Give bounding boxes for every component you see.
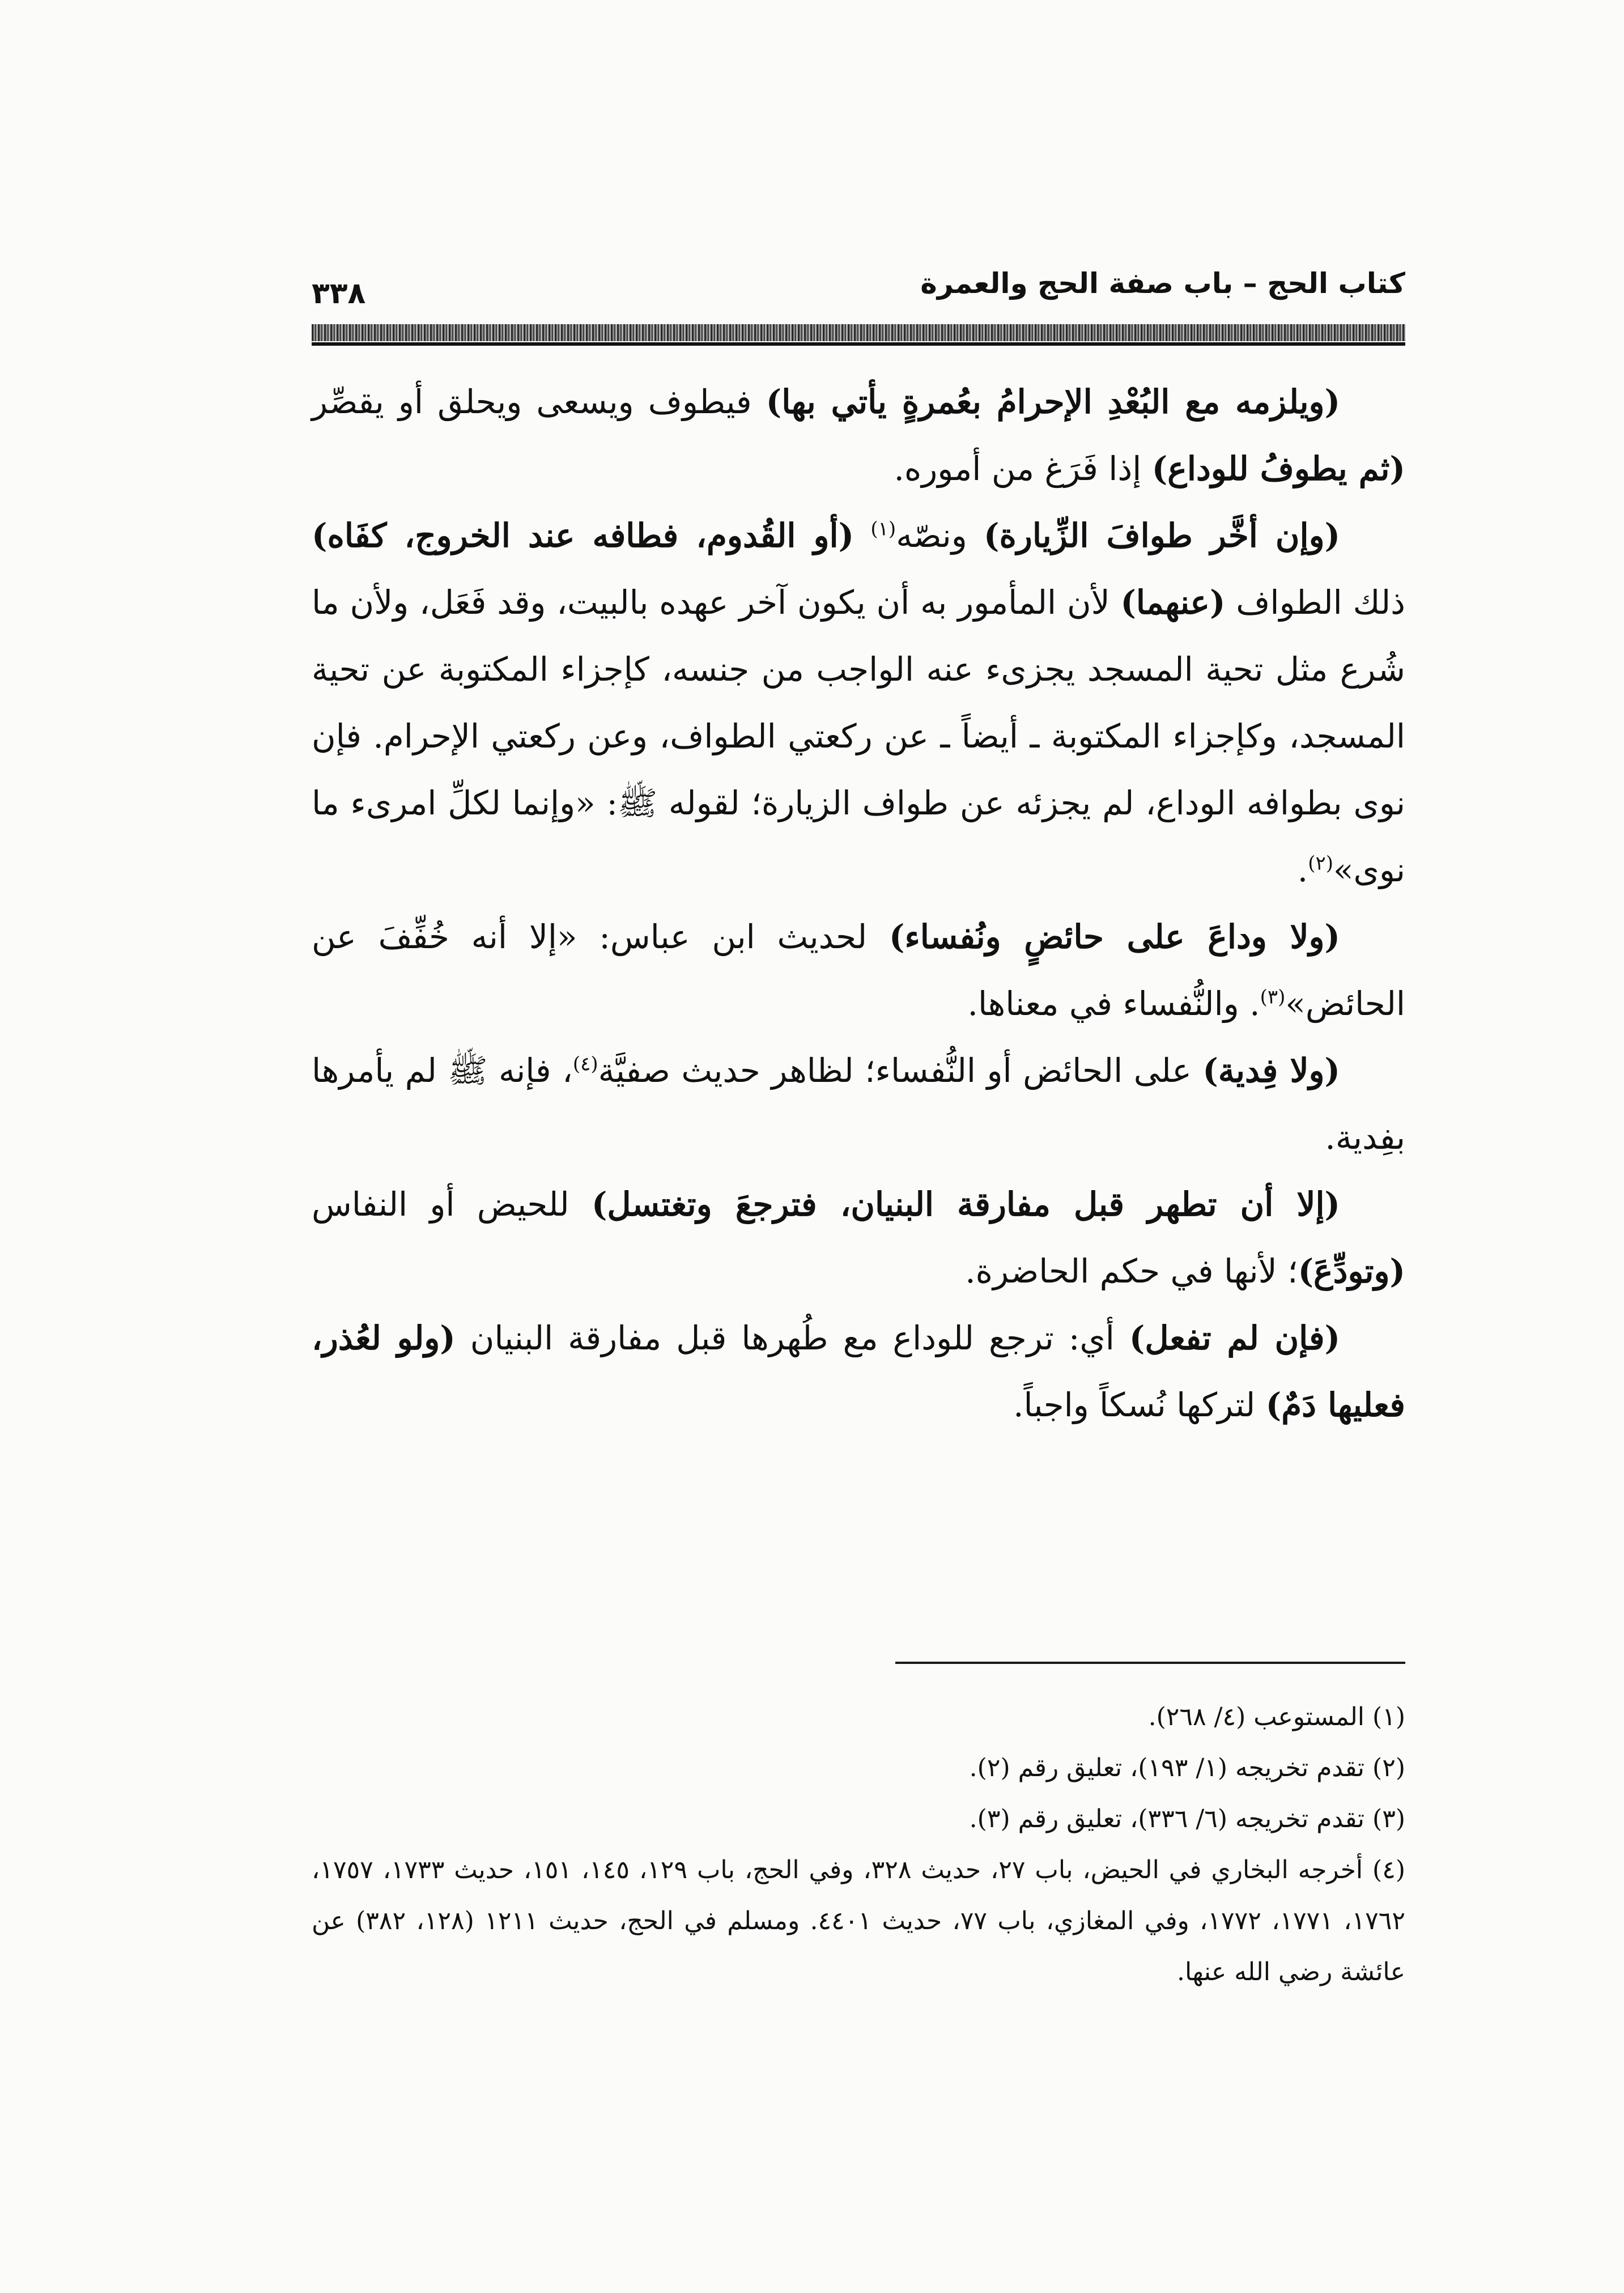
paragraph-4 [312,1037,1405,1171]
matn-text: (ولو لعُذر، فعليها دَمٌ) [312,1319,1405,1424]
footnote-ref[interactable]: (١) [870,517,896,541]
footnote-4: (٤) أخرجه البخاري في الحيض، باب ٢٧، حديث ٣٢٨، وفي الحج، باب ١٢٩، ١٤٥، ١٥١، حديث ١٧٣٣، ١٧٥٧، ١٧٦٢، ١٧٧١، ١٧٧٢، وفي المغازي، باب ٧٧، حديث ٤٤٠١. ومسلم في الحج، حديث ١٢١١ (١٢٨، ٣٨٢) عن عائشة رضي الله عنها. [312,1855,1406,1986]
commentary-text: للحيض أو النفاس [312,1185,592,1224]
matn-text: (وإن أخَّر طوافَ الزِّيارة) [984,516,1341,555]
matn-text: (إلا أن تطهر قبل مفارقة البنيان، فترجعَ وتغتسل) [591,1185,1341,1224]
main-text [312,368,1405,1438]
footnote-ref[interactable]: (٤) [572,1052,598,1076]
commentary-text: فيطوف ويسعى ويحلق أو يقصِّر [312,383,766,421]
commentary-text: لحديث ابن عباس: «إلا أنه خُفِّفَ عن الحائض» [312,918,1405,1023]
matn-text: (فإن لم تفعل) [1129,1319,1341,1357]
commentary-text: ذلك الطواف [1225,583,1405,622]
matn-text: (عنهما) [1120,583,1226,622]
matn-text: (ويلزمه مع البُعْدِ الإحرامُ بعُمرةٍ يأتي بها) [766,383,1341,421]
paragraph-1 [312,368,1405,502]
matn-text: (ولا فِدية) [1202,1051,1340,1090]
footnotes [312,1692,1405,1998]
footnote-2: (٢) تقدم تخريجه (١/ ١٩٣)، تعليق رقم (٢). [969,1753,1405,1782]
footnote-separator [895,1662,1405,1664]
commentary-text: ، فإنه ﷺ لم يأمرها بفِدية. [312,1051,1405,1157]
commentary-text: ونصّه [896,516,984,555]
paragraph-5 [312,1171,1405,1305]
matn-text: (ولا وداعَ على حائضٍ ونُفساء) [889,918,1340,956]
header-rule [312,324,1405,341]
header-title: كتاب الحج – باب صفة الحج والعمرة [920,267,1405,300]
footnote-3: (٣) تقدم تخريجه (٦/ ٣٣٦)، تعليق رقم (٣). [969,1804,1405,1833]
matn-text: (ثم يطوفُ للوداع) [1151,449,1405,488]
paragraph-3 [312,903,1405,1037]
paragraph-2 [312,502,1405,903]
commentary-text: إذا فَرَغ من أموره. [894,449,1152,488]
commentary-text [854,516,870,555]
commentary-text: على الحائض أو النُّفساء؛ لظاهر حديث صفيَّة [598,1051,1203,1090]
paragraph-6 [312,1305,1405,1438]
matn-text: (أو القُدوم، فطافه عند الخروج، كفَاه) [312,516,854,555]
commentary-text: . [1297,851,1308,889]
commentary-text: لأن المأمور به أن يكون آخر عهده بالبيت، وقد فَعَل، ولأن ما شُرع مثل تحية المسجد يجزىء عنه الواجب من جنسه، كإجزاء المكتوبة عن تحية المسجد، وكإجزاء المكتوبة ـ أيضاً ـ عن ركعتي الطواف، وعن ركعتي الإحرام. فإن نوى بطوافه الوداع، لم يجزئه عن طواف الزيارة؛ لقوله ﷺ: «وإنما لكلِّ امرىء ما نوى» [312,583,1405,889]
commentary-text: ؛ لأنها في حكم الحاضرة. [965,1252,1298,1290]
commentary-text: لتركها نُسكاً واجباً. [1013,1386,1266,1424]
running-header [312,258,1405,320]
commentary-text: أي: ترجع للوداع مع طُهرها قبل مفارقة البنيان [455,1319,1129,1357]
page-number: ٣٣٨ [312,277,366,311]
footnote-1: (١) المستوعب (٤/ ٢٦٨). [1148,1702,1405,1731]
footnote-ref[interactable]: (٣) [1260,986,1286,1009]
matn-text: (وتودِّعَ) [1298,1252,1405,1290]
footnote-ref[interactable]: (٢) [1308,852,1333,875]
commentary-text: . والنُّفساء في معناها. [967,984,1260,1023]
